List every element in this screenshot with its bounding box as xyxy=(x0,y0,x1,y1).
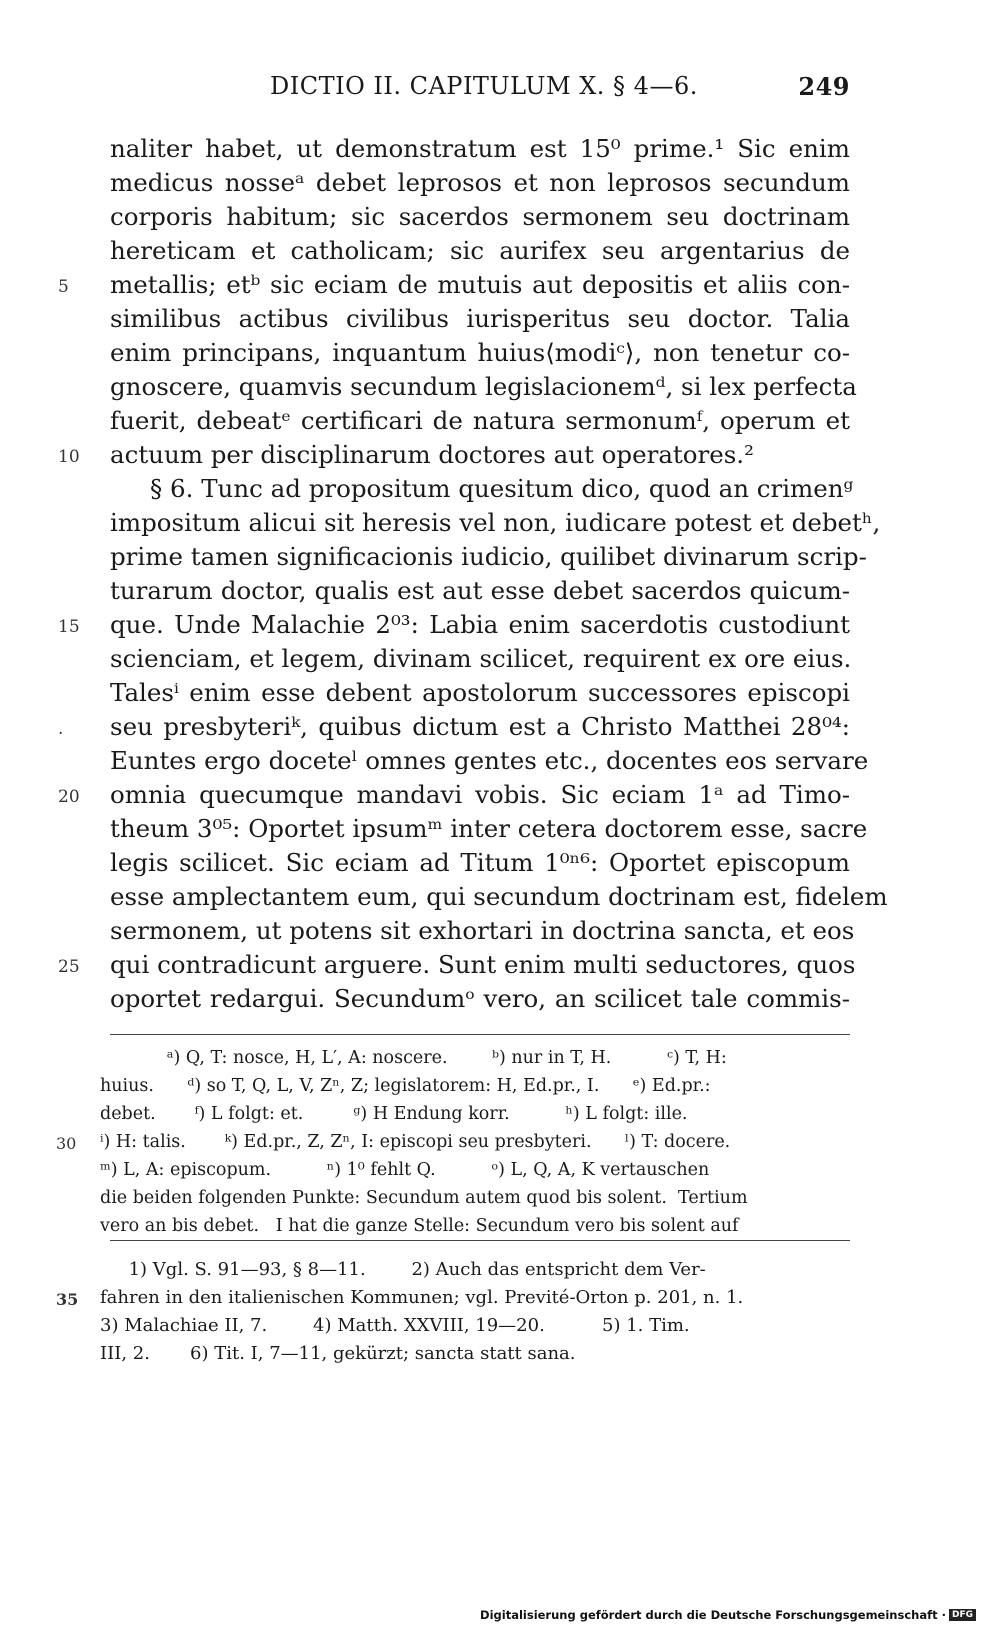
line-text: theum 3⁰⁵: Oportet ipsumᵐ inter cetera doctorem esse, sacre xyxy=(110,814,868,843)
line-text: turarum doctor, qualis est aut esse debet sacerdos quicum- xyxy=(110,576,850,605)
text-line xyxy=(110,642,850,676)
line-number: 30 xyxy=(56,1134,77,1153)
line-number: 15 xyxy=(58,617,80,637)
text-line xyxy=(100,1340,850,1368)
apparatus-divider xyxy=(110,1034,850,1035)
line-text: debet. ᶠ) L folgt: et. ᵍ) H Endung korr. ʰ) L folgt: ille. xyxy=(100,1104,688,1124)
line-text: esse amplectantem eum, qui secundum doctrinam est, fidelem xyxy=(110,882,888,911)
line-text: 1) Vgl. S. 91—93, § 8—11. 2) Auch das entspricht dem Ver- xyxy=(100,1259,706,1280)
line-text: corporis habitum; sic sacerdos sermonem seu doctrinam xyxy=(110,202,850,231)
digitization-credit xyxy=(480,1608,976,1622)
line-number: 20 xyxy=(58,787,80,807)
text-line xyxy=(110,336,850,370)
running-title: DICTIO II. CAPITULUM X. § 4—6. xyxy=(270,72,698,100)
line-number: 5 xyxy=(58,277,69,297)
text-line xyxy=(110,132,850,166)
line-text: fahren in den italienischen Kommunen; vgl. Previté-Orton p. 201, n. 1. xyxy=(100,1287,744,1308)
text-line xyxy=(110,234,850,268)
text-line xyxy=(110,540,867,574)
text-line xyxy=(110,166,850,200)
line-text: ᵃ) Q, T: nosce, H, L′, A: noscere. ᵇ) nur in T, H. ᶜ) T, H: xyxy=(100,1048,727,1068)
line-text: legis scilicet. Sic eciam ad Titum 1⁰ⁿ⁶: Oportet episcopum xyxy=(110,848,850,877)
line-text: impositum alicui sit heresis vel non, iudicare potest et debetʰ, xyxy=(110,508,881,537)
line-text: metallis; etᵇ sic eciam de mutuis aut depositis et aliis con- xyxy=(110,270,850,299)
text-line xyxy=(100,1100,850,1128)
line-text: die beiden folgenden Punkte: Secundum autem quod bis solent. Tertium xyxy=(100,1188,748,1208)
text-line xyxy=(100,1184,850,1212)
text-line xyxy=(100,1256,850,1284)
line-text: huius. ᵈ) so T, Q, L, V, Zⁿ, Z; legislatorem: H, Ed.pr., I. ᵉ) Ed.pr.: xyxy=(100,1076,711,1096)
text-line xyxy=(110,574,850,608)
line-text: ᵐ) L, A: episcopum. ⁿ) 1⁰ fehlt Q. ᵒ) L, Q, A, K vertauschen xyxy=(100,1160,710,1180)
line-text: naliter habet, ut demonstratum est 15⁰ prime.¹ Sic enim xyxy=(110,134,850,163)
footnotes xyxy=(56,1256,850,1368)
text-line xyxy=(56,1284,850,1312)
text-line xyxy=(110,744,869,778)
page-number: 249 xyxy=(798,72,850,101)
text-line xyxy=(58,608,850,642)
text-line xyxy=(100,1312,850,1340)
text-line xyxy=(100,1156,850,1184)
line-text: actuum per disciplinarum doctores aut operatores.² xyxy=(110,440,754,469)
line-number: 25 xyxy=(58,957,80,977)
text-line xyxy=(100,1044,850,1072)
line-text: ⁱ) H: talis. ᵏ) Ed.pr., Z, Zⁿ, I: episcopi seu presbyteri. ˡ) T: docere. xyxy=(100,1132,731,1152)
text-line xyxy=(110,404,850,438)
line-text: hereticam et catholicam; sic aurifex seu argentarius de xyxy=(110,236,850,265)
text-line xyxy=(58,710,850,744)
line-text: 3) Malachiae II, 7. 4) Matth. XXVIII, 19—20. 5) 1. Tim. xyxy=(100,1315,690,1336)
text-line xyxy=(58,268,850,302)
text-line xyxy=(58,778,850,812)
line-text: Talesⁱ enim esse debent apostolorum successores episcopi xyxy=(110,678,850,707)
text-line xyxy=(100,1212,850,1240)
line-number: 35 xyxy=(56,1290,79,1309)
line-text: medicus nosseᵃ debet leprosos et non leprosos secundum xyxy=(110,168,850,197)
text-line xyxy=(110,812,868,846)
notes-divider xyxy=(110,1240,850,1241)
line-text: similibus actibus civilibus iurisperitus seu doctor. Talia xyxy=(110,304,850,333)
running-header xyxy=(110,72,850,112)
credit-text: Digitalisierung gefördert durch die Deutsche Forschungsgemeinschaft · xyxy=(480,1608,946,1622)
text-line xyxy=(110,676,850,710)
critical-apparatus xyxy=(56,1044,850,1240)
line-text: gnoscere, quamvis secundum legislacionemᵈ, si lex perfecta xyxy=(110,372,857,401)
main-text xyxy=(58,132,888,1016)
line-text: enim principans, inquantum huius⟨modiᶜ⟩, non tenetur co- xyxy=(110,338,850,367)
text-line xyxy=(110,200,850,234)
text-line xyxy=(110,506,881,540)
line-text: omnia quecumque mandavi vobis. Sic eciam 1ᵃ ad Timo- xyxy=(110,780,850,809)
text-line xyxy=(56,1128,850,1156)
text-line xyxy=(110,370,857,404)
text-line xyxy=(110,880,888,914)
text-line xyxy=(110,472,854,506)
line-text: scienciam, et legem, divinam scilicet, requirent ex ore eius. xyxy=(110,644,852,673)
line-text: qui contradicunt arguere. Sunt enim multi seductores, quos xyxy=(110,950,856,979)
line-text: prime tamen significacionis iudicio, quilibet divinarum scrip- xyxy=(110,542,867,571)
text-line xyxy=(110,846,850,880)
dfg-logo: DFG xyxy=(949,1609,976,1621)
line-text: fuerit, debeatᵉ certificari de natura sermonumᶠ, operum et xyxy=(110,406,850,435)
text-line xyxy=(58,438,850,472)
line-text: III, 2. 6) Tit. I, 7—11, gekürzt; sancta statt sana. xyxy=(100,1343,576,1364)
text-line xyxy=(58,948,856,982)
text-line xyxy=(110,302,850,336)
line-text: Euntes ergo doceteˡ omnes gentes etc., docentes eos servare xyxy=(110,746,869,775)
text-line xyxy=(100,1072,850,1100)
line-text: seu presbyteriᵏ, quibus dictum est a Christo Matthei 28⁰⁴: xyxy=(110,712,850,741)
line-text: § 6. Tunc ad propositum quesitum dico, quod an crimenᵍ xyxy=(150,474,854,503)
line-text: vero an bis debet. I hat die ganze Stelle: Secundum vero bis solent auf xyxy=(100,1216,739,1236)
text-line xyxy=(110,914,855,948)
text-line xyxy=(110,982,850,1016)
line-number: 10 xyxy=(58,447,80,467)
line-text: oportet redargui. Secundumᵒ vero, an scilicet tale commis- xyxy=(110,984,850,1013)
line-text: sermonem, ut potens sit exhortari in doctrina sancta, et eos xyxy=(110,916,855,945)
line-number: . xyxy=(58,719,64,739)
line-text: que. Unde Malachie 2⁰³: Labia enim sacerdotis custodiunt xyxy=(110,610,850,639)
